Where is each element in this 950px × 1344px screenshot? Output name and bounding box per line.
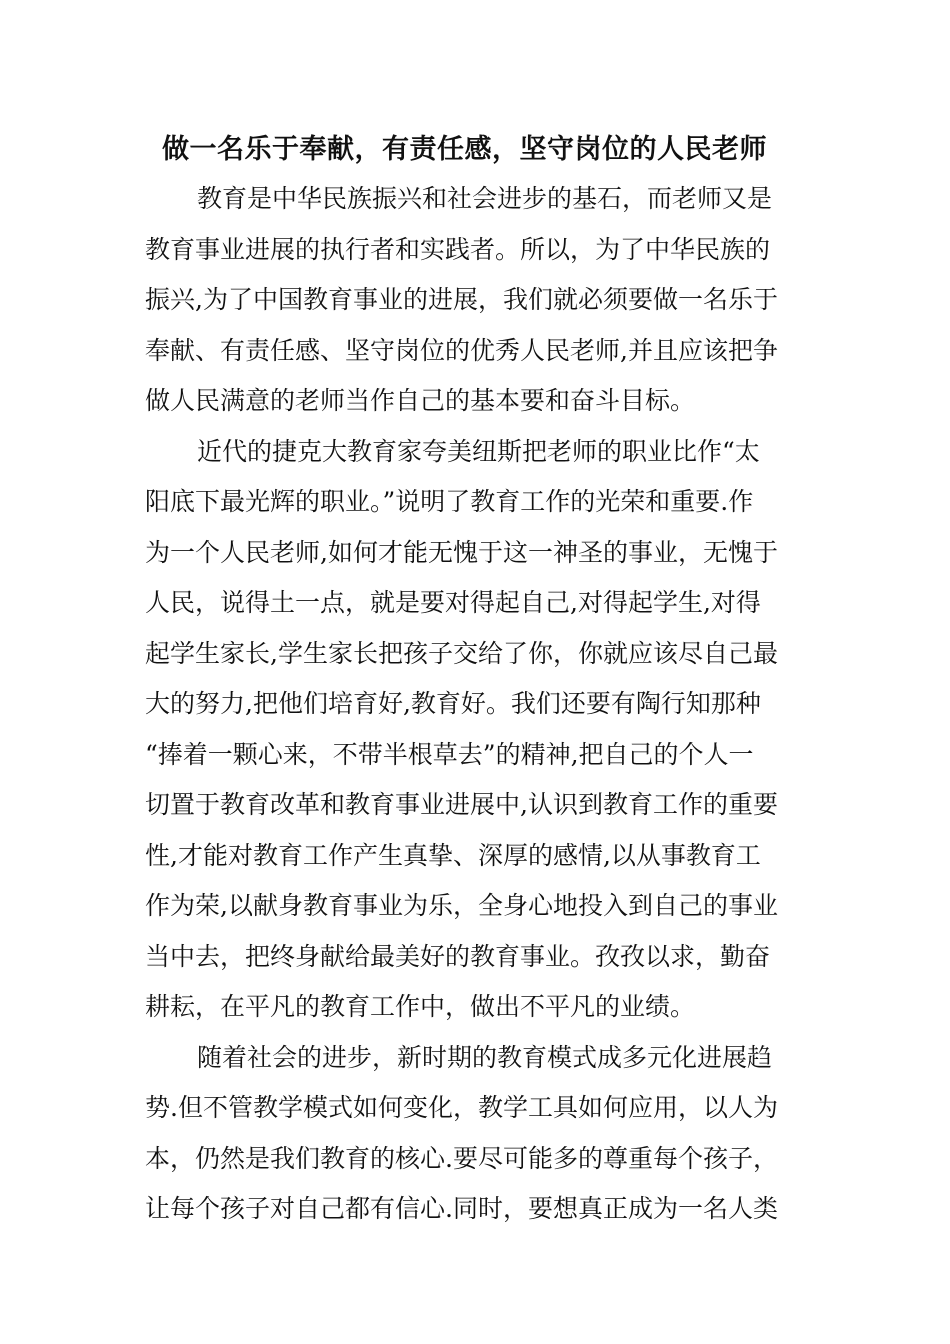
text-line: 性,才能对教育工作产生真挚、深厚的感情,以从事教育工: [145, 840, 761, 870]
text-line: “捧着一颗心来，不带半根草去”的精神,把自己的个人一: [145, 739, 754, 769]
text-line: 教育是中华民族振兴和社会进步的基石，而老师又是: [197, 184, 773, 213]
text-line: 耕耘，在平凡的教育工作中，做出不平凡的业绩。: [145, 992, 696, 1021]
text-line: 让每个孩子对自己都有信心.同时，要想真正成为一名人类: [145, 1194, 778, 1223]
text-line: 随着社会的进步，新时期的教育模式成多元化进展趋: [197, 1042, 773, 1072]
text-line: 大的努力,把他们培育好,教育好。我们还要有陶行知那种: [145, 689, 761, 718]
text-line: 切置于教育改革和教育事业进展中,认识到教育工作的重要: [145, 790, 778, 819]
text-line: 奉献、有责任感、坚守岗位的优秀人民老师,并且应该把争: [145, 335, 778, 365]
text-line: 近代的捷克大教育家夸美纽斯把老师的职业比作“太: [197, 436, 760, 466]
paragraph-2: [145, 427, 800, 1033]
document-body: [145, 174, 800, 1235]
text-line: 当中去，把终身献给最美好的教育事业。孜孜以求，勤奋: [145, 941, 771, 971]
text-line: 势.但不管教学模式如何变化，教学工具如何应用，以人为: [145, 1093, 778, 1122]
document-title: 做一名乐于奉献，有责任感，坚守岗位的人民老师: [162, 134, 767, 165]
text-line: 阳底下最光辉的职业。”说明了教育工作的光荣和重要.作: [145, 487, 754, 516]
paragraph-3: [145, 1033, 800, 1235]
paragraph-1: [145, 174, 800, 427]
text-line: 作为荣,以献身教育事业为乐，全身心地投入到自己的事业: [145, 891, 778, 920]
text-line: 做人民满意的老师当作自己的基本要和奋斗目标。: [145, 386, 696, 415]
text-line: 为一个人民老师,如何才能无愧于这一神圣的事业，无愧于: [145, 537, 778, 567]
text-line: 人民，说得土一点，就是要对得起自己,对得起学生,对得: [145, 588, 761, 617]
text-line: 振兴,为了中国教育事业的进展，我们就必须要做一名乐于: [145, 285, 778, 314]
text-line: 教育事业进展的执行者和实践者。所以，为了中华民族的: [145, 234, 771, 264]
text-line: 本，仍然是我们教育的核心.要尽可能多的尊重每个孩子，: [145, 1143, 778, 1173]
text-line: 起学生家长,学生家长把孩子交给了你，你就应该尽自己最: [145, 638, 778, 668]
